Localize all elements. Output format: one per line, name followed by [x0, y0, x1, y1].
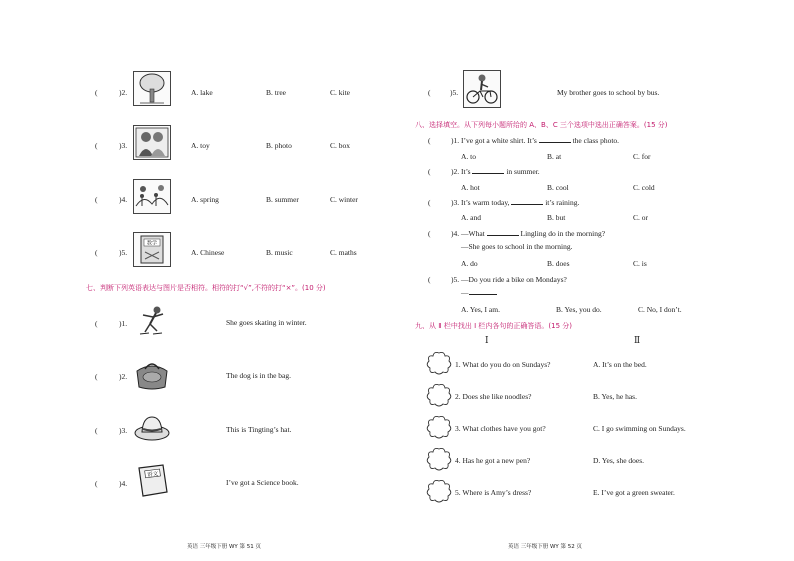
match-question: 2. Does she like noodles? — [455, 392, 532, 401]
question-number: )3. — [119, 141, 128, 150]
bike-picture — [463, 70, 501, 108]
question-text-after: it’s raining. — [545, 198, 580, 207]
photo-picture — [133, 125, 171, 160]
answer-paren[interactable]: ( — [95, 141, 98, 150]
question-line — [451, 167, 540, 176]
question-line — [451, 136, 619, 145]
page-footer: 英语 三年级下册 WY 第 51 页 — [187, 544, 262, 550]
question-line — [451, 229, 605, 238]
statement-text: I’ve got a Science book. — [226, 478, 299, 487]
answer-paren[interactable]: ( — [428, 88, 431, 97]
option-a: A. to — [461, 152, 476, 161]
match-answer: D. Yes, she does. — [593, 456, 645, 465]
option-c: C. No, I don’t. — [638, 305, 682, 314]
question-text-before: It’s warm today, — [461, 198, 510, 207]
question-number: )2. — [451, 167, 460, 176]
option-c: C. cold — [633, 183, 655, 192]
answer-blank[interactable] — [487, 229, 519, 236]
option-c: C. or — [633, 213, 648, 222]
option-b: B. photo — [266, 141, 292, 150]
option-c: C. maths — [330, 248, 357, 257]
option-b: B. at — [547, 152, 562, 161]
question-text-after: in summer. — [506, 167, 540, 176]
option-a: A. do — [461, 259, 478, 268]
statement-text: My brother goes to school by bus. — [557, 88, 660, 97]
hat-picture — [133, 411, 171, 446]
question-text-before: It’s — [461, 167, 471, 176]
question-number: )2. — [119, 88, 128, 97]
option-a: A. lake — [191, 88, 213, 97]
option-a: A. Yes, I am. — [461, 305, 500, 314]
flower-answer-box[interactable] — [426, 415, 452, 439]
maths-book-picture — [133, 232, 171, 267]
option-c: C. box — [330, 141, 351, 150]
question-reply-line: — — [461, 288, 497, 297]
answer-blank[interactable] — [539, 136, 571, 143]
option-b: B. tree — [266, 88, 286, 97]
match-answer: A. It’s on the bed. — [593, 360, 647, 369]
question-number: )4. — [119, 195, 128, 204]
flower-answer-box[interactable] — [426, 383, 452, 407]
question-number: )5. — [119, 248, 128, 257]
book-cover-label: 数学 — [146, 240, 158, 247]
option-b: B. does — [547, 259, 570, 268]
question-text-before: I’ve got a white shirt. It’s — [461, 136, 537, 145]
option-a: A. Chinese — [191, 248, 225, 257]
bag-picture — [133, 357, 171, 392]
question-reply-line: —She goes to school in the morning. — [461, 242, 573, 251]
question-number: )5. — [451, 275, 460, 284]
book-cover-label: 语文 — [146, 471, 159, 479]
option-a: A. hot — [461, 183, 480, 192]
option-a: A. spring — [191, 195, 219, 204]
question-number: )4. — [451, 229, 460, 238]
option-c: C. kite — [330, 88, 350, 97]
section-7-title: 七、判断下列英语表达与图片是否相符。相符的打“√”,不符的打“×”。(10 分) — [86, 284, 326, 292]
column-header-2: Ⅱ — [634, 335, 641, 345]
question-number: )1. — [119, 319, 128, 328]
tree-picture — [133, 71, 171, 106]
flower-answer-box[interactable] — [426, 447, 452, 471]
option-c: C. is — [633, 259, 647, 268]
question-number: )3. — [119, 426, 128, 435]
question-number: )3. — [451, 198, 460, 207]
answer-blank[interactable] — [511, 198, 543, 205]
answer-blank[interactable] — [469, 288, 497, 295]
question-line — [451, 198, 579, 207]
question-text-before: —Do you ride a bike on Mondays? — [461, 275, 567, 284]
statement-text: The dog is in the bag. — [226, 371, 291, 380]
option-b: B. cool — [547, 183, 569, 192]
match-answer: E. I’ve got a green sweater. — [593, 488, 675, 497]
match-question: 1. What do you do on Sundays? — [455, 360, 551, 369]
answer-paren[interactable]: ( — [95, 319, 98, 328]
statement-text: This is Tingting’s hat. — [226, 425, 292, 434]
question-text-before: —What — [461, 229, 485, 238]
page-footer: 英语 三年级下册 WY 第 52 页 — [508, 544, 583, 550]
answer-paren[interactable]: ( — [428, 198, 431, 207]
section-9-title: 九、从 Ⅱ 栏中找出 Ⅰ 栏内各句的正确答语。(15 分) — [415, 322, 573, 330]
option-c: C. for — [633, 152, 651, 161]
match-answer: B. Yes, he has. — [593, 392, 637, 401]
question-line — [451, 275, 567, 284]
match-question: 5. Where is Amy’s dress? — [455, 488, 532, 497]
question-text-after: Lingling do in the morning? — [520, 229, 606, 238]
option-a: A. and — [461, 213, 481, 222]
match-answer: C. I go swimming on Sundays. — [593, 424, 686, 433]
statement-text: She goes skating in winter. — [226, 318, 307, 327]
answer-blank[interactable] — [472, 167, 504, 174]
option-b: B. but — [547, 213, 566, 222]
question-number: )2. — [119, 372, 128, 381]
answer-paren[interactable]: ( — [428, 136, 431, 145]
answer-paren[interactable]: ( — [95, 248, 98, 257]
question-number: )4. — [119, 479, 128, 488]
option-a: A. toy — [191, 141, 210, 150]
option-b: B. music — [266, 248, 293, 257]
question-number: )1. — [451, 136, 460, 145]
question-number: )5. — [450, 88, 459, 97]
section-8-title: 八、选择填空。从下列每小题所给的 A、B、C 三个选项中选出正确答案。(15 分) — [415, 121, 668, 129]
answer-paren[interactable]: ( — [428, 275, 431, 284]
answer-paren[interactable]: ( — [428, 167, 431, 176]
skating-picture — [133, 304, 171, 339]
flower-answer-box[interactable] — [426, 351, 452, 375]
spring-scene-picture — [133, 179, 171, 214]
answer-paren[interactable]: ( — [95, 479, 98, 488]
option-c: C. winter — [330, 195, 358, 204]
answer-paren[interactable]: ( — [95, 88, 98, 97]
answer-paren[interactable]: ( — [95, 195, 98, 204]
answer-paren[interactable]: ( — [95, 426, 98, 435]
option-b: B. summer — [266, 195, 299, 204]
option-b: B. Yes, you do. — [556, 305, 602, 314]
chinese-book-picture — [133, 462, 171, 500]
match-question: 3. What clothes have you got? — [455, 424, 546, 433]
match-question: 4. Has he got a new pen? — [455, 456, 531, 465]
answer-paren[interactable]: ( — [95, 372, 98, 381]
answer-paren[interactable]: ( — [428, 229, 431, 238]
question-text-after: the class photo. — [572, 136, 620, 145]
column-header-1: Ⅰ — [485, 335, 489, 345]
flower-answer-box[interactable] — [426, 479, 452, 503]
